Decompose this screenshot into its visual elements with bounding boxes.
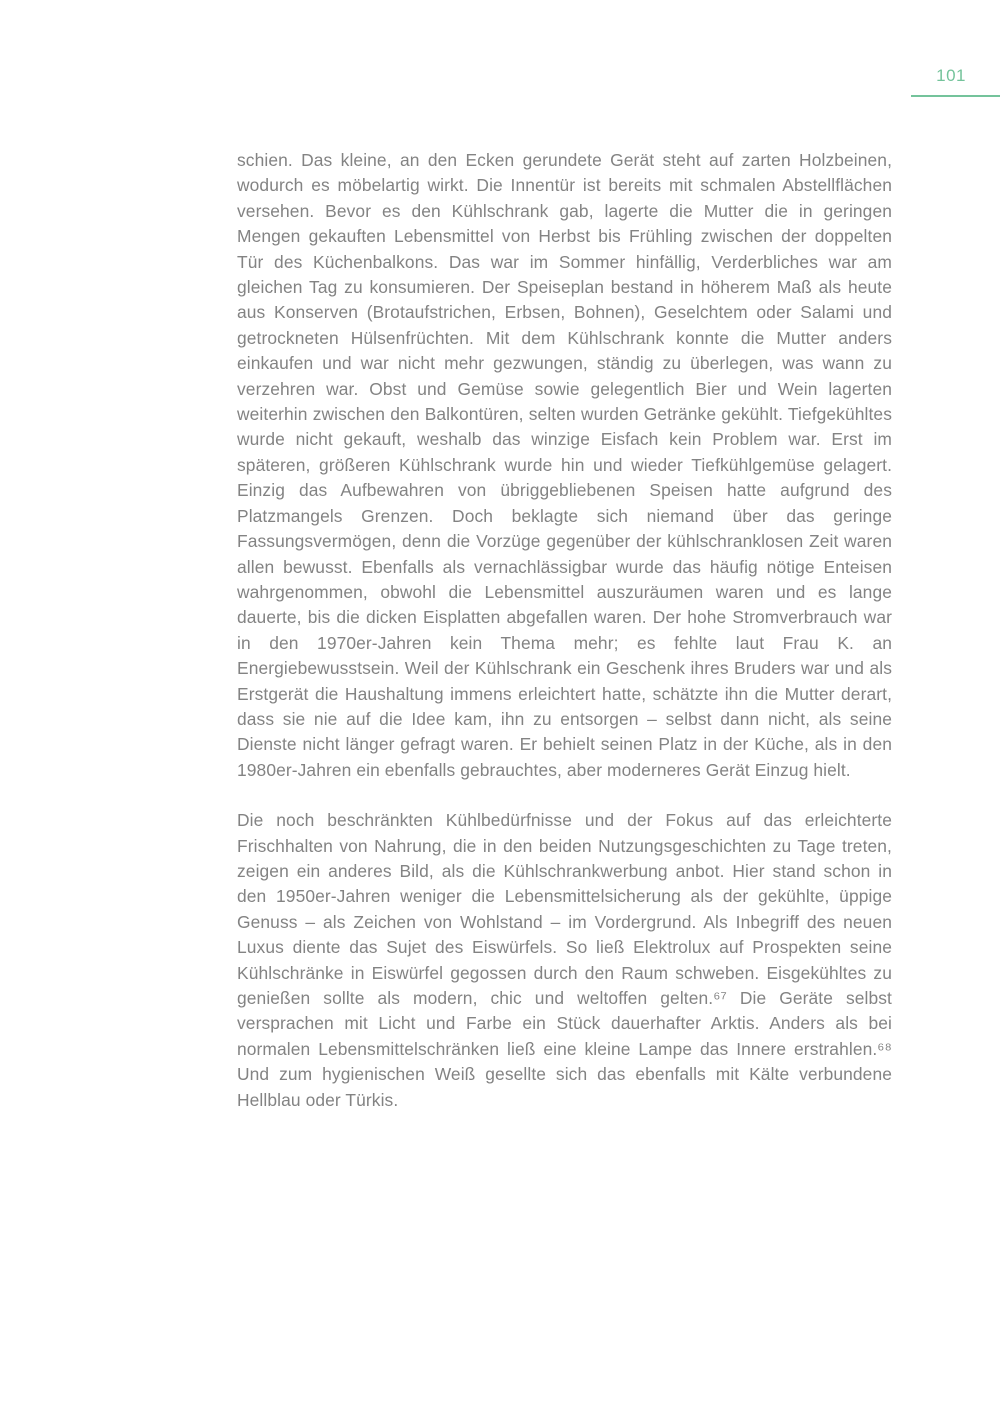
body-paragraph: Die noch beschränkten Kühlbedürfnisse und der Fokus auf das erleichterte Frischhalten von Nahrung, die in den beiden Nutzungsgeschichten zu Tage treten, zeigen ein anderes Bild, als die Kühlschrankwerbung anbot. Hier stand schon in den 1950er-Jahren weniger die Lebensmittelsicherung als der gekühlte, üppige Genuss – als Zeichen von Wohlstand – im Vordergrund. Als Inbegriff des neuen Luxus diente das Sujet des Eiswürfels. So ließ Elektrolux auf Prospekten seine Kühlschränke in Eiswürfel gegossen durch den Raum schweben. Eisgekühltes zu genießen sollte als modern, chic und weltoffen gelten.⁶⁷ Die Geräte selbst versprachen mit Licht und Farbe ein Stück dauerhafter Arktis. Anders als bei normalen Lebensmittelschränken ließ eine kleine Lampe das Innere erstrahlen.⁶⁸ Und zum hygienischen Weiß gesellte sich das ebenfalls mit Kälte verbundene Hellblau oder Türkis. xyxy=(237,810,892,1110)
text-column xyxy=(237,148,892,1138)
page-number: 101 xyxy=(936,66,966,85)
body-paragraph: schien. Das kleine, an den Ecken gerundete Gerät steht auf zarten Holzbeinen, wodurch es möbelartig wirkt. Die Innentür ist bereits mit schmalen Abstellflächen versehen. Bevor es den Kühlschrank gab, lagerte die Mutter die in geringen Mengen gekauften Lebensmittel von Herbst bis Frühling zwischen der doppelten Tür des Küchenbalkons. Das war im Sommer hinfällig, Verderbliches war am gleichen Tag zu konsumieren. Der Speiseplan bestand in höherem Maß als heute aus Konserven (Brotaufstrichen, Erbsen, Bohnen), Geselchtem oder Salami und getrockneten Hülsenfrüchten. Mit dem Kühlschrank konnte die Mutter anders einkaufen und war nicht mehr gezwungen, ständig zu überlegen, was wann zu verzehren war. Obst und Gemüse sowie gelegentlich Bier und Wein lagerten weiterhin zwischen den Balkontüren, selten wurden Getränke gekühlt. Tiefgekühltes wurde nicht gekauft, weshalb das winzige Eisfach kein Problem war. Erst im späteren, größeren Kühlschrank wurde hin und wieder Tiefkühlgemüse gelagert. Einzig das Aufbewahren von übriggebliebenen Speisen hatte aufgrund des Platzmangels Grenzen. Doch beklagte sich niemand über das geringe Fassungsvermögen, denn die Vorzüge gegenüber der kühlschranklosen Zeit waren allen bewusst. Ebenfalls als vernachlässigbar wurde das häufig nötige Enteisen wahrgenommen, obwohl die Lebensmittel auszuräumen waren und es lange dauerte, bis die dicken Eisplatten abgefallen waren. Der hohe Stromverbrauch war in den 1970er-Jahren kein Thema mehr; es fehlte laut Frau K. an Energiebewusstsein. Weil der Kühlschrank ein Geschenk ihres Bruders war und als Erstgerät die Haushaltung immens erleichtert hatte, schätzte ihn die Mutter derart, dass sie nie auf die Idee kam, ihn zu entsorgen – selbst dann nicht, als seine Dienste nicht länger gefragt waren. Er behielt seinen Platz in der Küche, als in den 1980er-Jahren ein ebenfalls gebrauchtes, aber moderneres Gerät Einzug hielt. xyxy=(237,150,892,780)
page-rule-divider xyxy=(911,95,1000,97)
